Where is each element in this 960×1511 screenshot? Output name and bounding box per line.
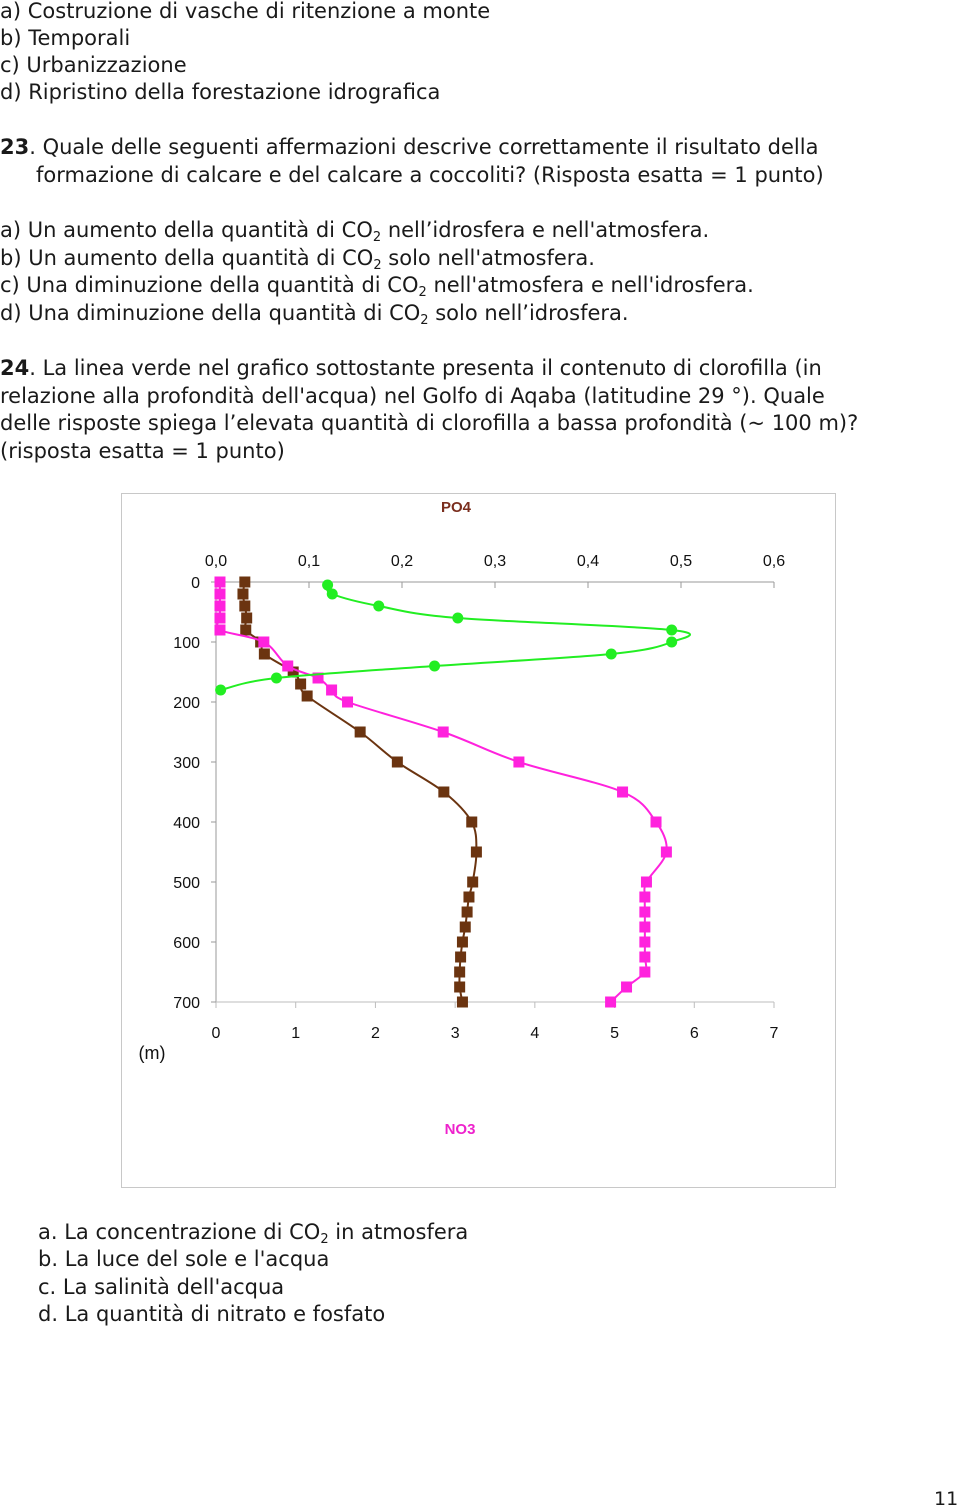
y-axis-unit-label: (m) [138,1043,166,1063]
top-axis-tick-label: 0,2 [390,553,414,570]
top-axis-tick-label: 0,6 [762,553,786,570]
bottom-axis-tick-label: 1 [291,1025,301,1042]
po4-data-point [471,847,482,858]
no3-data-point [641,877,652,888]
chlorophyll-data-point [666,637,677,648]
q24-option-a: a. La concentrazione di CO2 in atmosfera [38,1220,469,1247]
y-axis-tick-label: 100 [173,635,200,652]
q22-option-c: c) Urbanizzazione [0,53,187,77]
no3-data-point [617,787,628,798]
q24-stem-line-3: delle risposte spiega l’elevata quantità di clorofilla a bassa profondità (~ 100 m)? [0,411,859,435]
po4-data-point [239,577,250,588]
no3-data-point [621,982,632,993]
chlorophyll-data-point [215,685,226,696]
no3-data-point [661,847,672,858]
q24-number: 24 [0,356,30,380]
y-axis-tick-label: 300 [173,755,200,772]
q24-option-d: d. La quantità di nitrato e fosfato [38,1302,386,1326]
po4-data-point [454,982,465,993]
top-axis-tick-label: 0,5 [669,553,693,570]
po4-data-point [462,907,473,918]
chlorophyll-data-point [666,625,677,636]
bottom-axis-tick-label: 4 [530,1025,540,1042]
top-axis-tick-label: 0,0 [204,553,228,570]
q23-stem-line-2: formazione di calcare e del calcare a coccoliti? (Risposta esatta = 1 punto) [36,163,824,187]
bottom-axis-title: NO3 [444,1121,476,1138]
bottom-axis-tick-label: 2 [370,1025,380,1042]
no3-data-point [282,661,293,672]
no3-data-point [513,757,524,768]
q23-option-b: b) Un aumento della quantità di CO2 solo nell'atmosfera. [0,246,595,273]
bottom-axis-tick-label: 6 [689,1025,699,1042]
po4-data-point [467,877,478,888]
po4-data-point [355,727,366,738]
po4-data-point [241,613,252,624]
no3-data-point [214,577,225,588]
top-axis-tick-label: 0,4 [576,553,600,570]
no3-data-point [605,997,616,1008]
top-axis-title: PO4 [440,499,472,516]
q24-stem-line-1: 24. La linea verde nel grafico sottostante presenta il contenuto di clorofilla (in [0,356,822,380]
bottom-axis-tick-label: 3 [450,1025,460,1042]
no3-data-point [214,601,225,612]
q23-text-1: . Quale delle seguenti affermazioni descrive correttamente il risultato della [29,135,819,159]
page-number: 11 [934,1488,959,1510]
y-axis-tick-label: 400 [173,815,200,832]
q23-option-c: c) Una diminuzione della quantità di CO2 nell'atmosfera e nell'idrosfera. [0,273,754,300]
y-axis-tick-label: 700 [173,995,200,1012]
po4-data-point [237,589,248,600]
q22-option-d: d) Ripristino della forestazione idrografica [0,80,441,104]
q22-option-b: b) Temporali [0,26,131,50]
y-axis-tick-label: 600 [173,935,200,952]
top-axis-tick-label: 0,3 [483,553,507,570]
bottom-axis-tick-label: 0 [211,1025,221,1042]
chlorophyll-data-point [373,601,384,612]
top-axis-tick-label: 0,1 [297,553,321,570]
y-axis-tick-label: 200 [173,695,200,712]
q24-option-c: c. La salinità dell'acqua [38,1275,285,1299]
chart-frame [121,493,836,1188]
no3-data-point [639,952,650,963]
po4-data-point [239,601,250,612]
q24-stem-line-4: (risposta esatta = 1 punto) [0,439,285,463]
no3-data-point [438,727,449,738]
po4-data-point [259,649,270,660]
chlorophyll-data-point [429,661,440,672]
y-axis-tick-label: 500 [173,875,200,892]
no3-data-point [639,892,650,903]
po4-data-point [302,691,313,702]
po4-data-point [295,679,306,690]
chlorophyll-data-point [327,589,338,600]
po4-data-point [463,892,474,903]
po4-data-point [460,922,471,933]
no3-data-point [258,637,269,648]
no3-data-point [214,613,225,624]
q23-number: 23 [0,135,30,159]
q23-option-a: a) Un aumento della quantità di CO2 nell’idrosfera e nell'atmosfera. [0,218,710,245]
po4-data-point [392,757,403,768]
po4-data-point [240,625,251,636]
chlorophyll-data-point [271,673,282,684]
q23-stem-line-1 [0,133,818,161]
po4-data-point [457,997,468,1008]
no3-data-point [326,685,337,696]
no3-data-point [214,589,225,600]
y-axis-tick-label: 0 [191,575,200,592]
chlorophyll-data-point [452,613,463,624]
no3-data-point [639,922,650,933]
no3-data-point [651,817,662,828]
bottom-axis-tick-label: 5 [610,1025,620,1042]
q24-stem-line-2: relazione alla profondità dell'acqua) nel Golfo di Aqaba (latitudine 29 °). Quale [0,384,825,408]
po4-data-point [438,787,449,798]
no3-data-point [342,697,353,708]
no3-data-point [639,937,650,948]
q24-option-b: b. La luce del sole e l'acqua [38,1247,330,1271]
po4-data-point [454,967,465,978]
no3-data-point [639,907,650,918]
bottom-axis-tick-label: 7 [769,1025,779,1042]
no3-data-point [214,625,225,636]
po4-data-point [457,937,468,948]
po4-data-point [455,952,466,963]
no3-data-point [639,967,650,978]
po4-data-point [466,817,477,828]
q23-option-d: d) Una diminuzione della quantità di CO2 solo nell’idrosfera. [0,301,629,328]
depth-profile-chart [122,494,837,1189]
q22-option-a: a) Costruzione di vasche di ritenzione a monte [0,0,491,23]
chlorophyll-data-point [606,649,617,660]
